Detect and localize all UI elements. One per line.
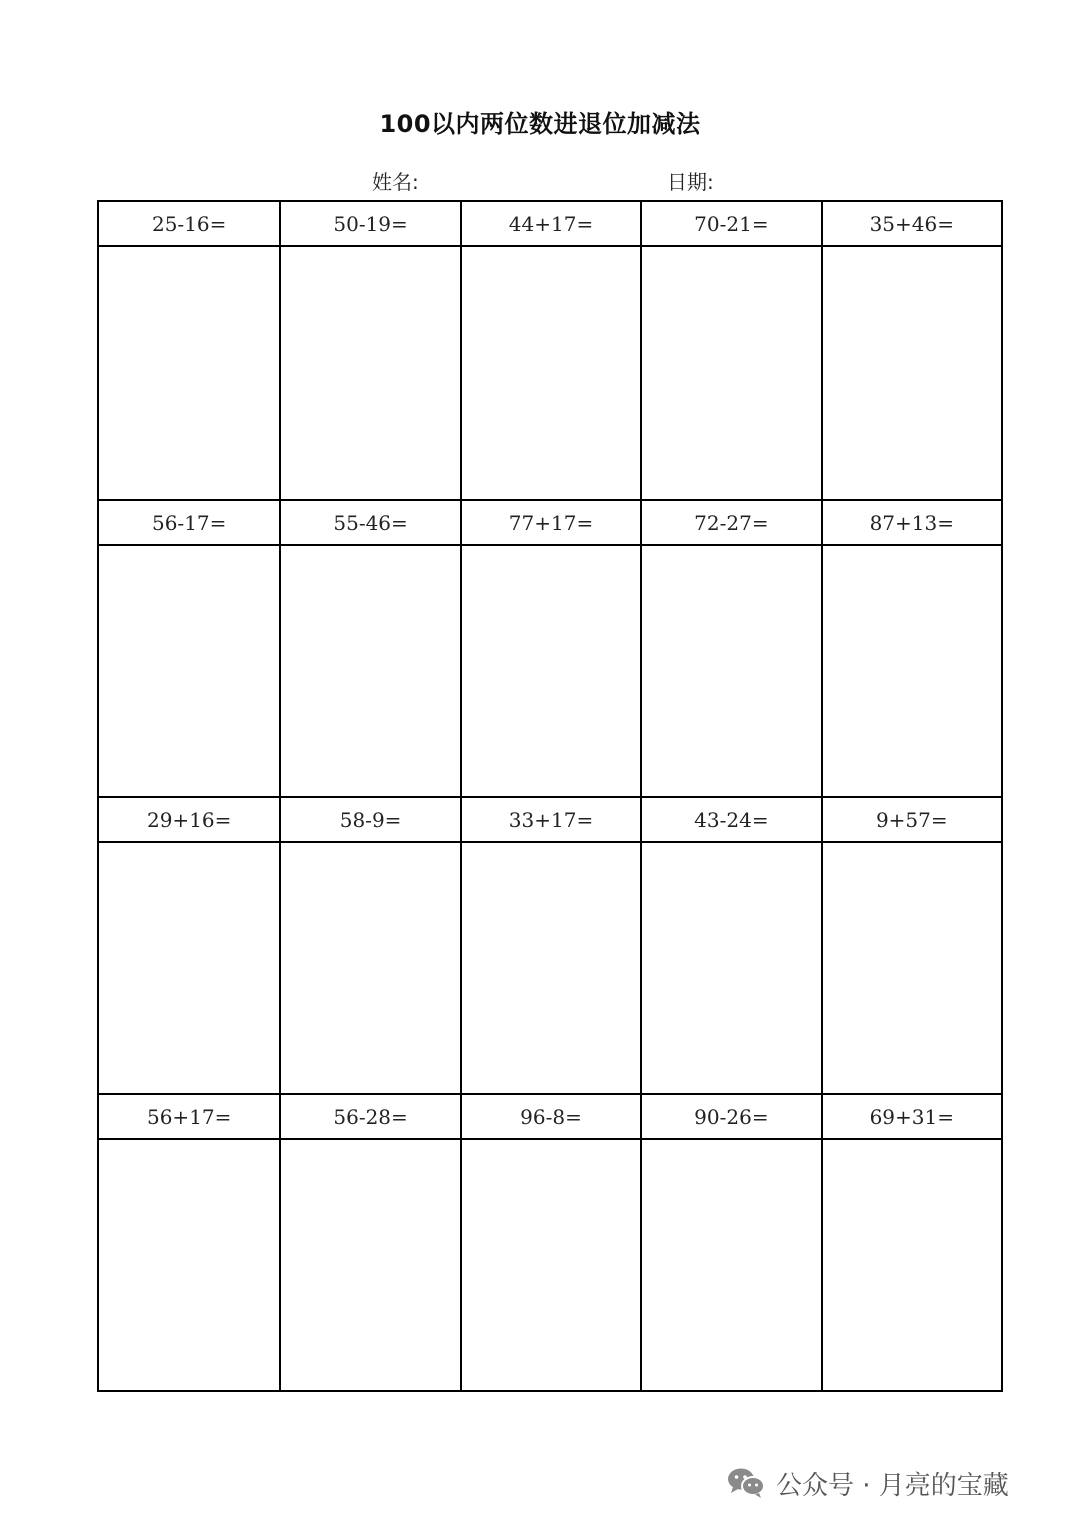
problem-cell (640, 796, 820, 1093)
watermark (726, 1463, 1009, 1503)
problem-text: 33+17= (462, 798, 640, 843)
problem-text: 43-24= (642, 798, 820, 843)
problem-cell (279, 1093, 459, 1390)
problem-text: 69+31= (823, 1095, 1001, 1140)
answer-space (462, 843, 640, 1093)
problem-cell (279, 202, 459, 499)
answer-space (823, 1140, 1001, 1390)
problem-cell (99, 1093, 279, 1390)
answer-space (642, 546, 820, 796)
date-label: 日期: (667, 170, 714, 194)
problem-cell (460, 202, 640, 499)
problem-cell (460, 1093, 640, 1390)
problem-text: 72-27= (642, 501, 820, 546)
answer-space (642, 247, 820, 499)
name-label: 姓名: (372, 170, 419, 194)
problem-text: 35+46= (823, 202, 1001, 247)
problem-cell (640, 1093, 820, 1390)
problem-text: 70-21= (642, 202, 820, 247)
problem-cell (821, 202, 1001, 499)
problem-grid (97, 200, 1003, 1392)
answer-space (281, 843, 459, 1093)
problem-text: 56-17= (99, 501, 279, 546)
problem-text: 25-16= (99, 202, 279, 247)
problem-text: 56-28= (281, 1095, 459, 1140)
problem-text: 77+17= (462, 501, 640, 546)
problem-cell (640, 202, 820, 499)
answer-space (281, 1140, 459, 1390)
answer-space (99, 1140, 279, 1390)
problem-cell (279, 796, 459, 1093)
problem-text: 96-8= (462, 1095, 640, 1140)
watermark-text: 公众号 · 月亮的宝藏 (776, 1470, 1009, 1501)
problem-text: 55-46= (281, 501, 459, 546)
problem-text: 9+57= (823, 798, 1001, 843)
answer-space (281, 546, 459, 796)
problem-cell (640, 499, 820, 796)
problem-text: 87+13= (823, 501, 1001, 546)
problem-text: 50-19= (281, 202, 459, 247)
problem-cell (99, 499, 279, 796)
answer-space (823, 247, 1001, 499)
problem-text: 44+17= (462, 202, 640, 247)
answer-space (99, 843, 279, 1093)
answer-space (462, 247, 640, 499)
problem-cell (460, 499, 640, 796)
problem-text: 29+16= (99, 798, 279, 843)
problem-cell (279, 499, 459, 796)
answer-space (823, 843, 1001, 1093)
problem-cell (821, 499, 1001, 796)
answer-space (462, 1140, 640, 1390)
answer-space (642, 843, 820, 1093)
problem-text: 90-26= (642, 1095, 820, 1140)
problem-text: 56+17= (99, 1095, 279, 1140)
answer-space (99, 546, 279, 796)
answer-space (642, 1140, 820, 1390)
problem-cell (99, 202, 279, 499)
answer-space (99, 247, 279, 499)
answer-space (823, 546, 1001, 796)
problem-cell (821, 1093, 1001, 1390)
answer-space (462, 546, 640, 796)
answer-space (281, 247, 459, 499)
problem-text: 58-9= (281, 798, 459, 843)
wechat-icon (726, 1466, 766, 1500)
problem-cell (821, 796, 1001, 1093)
problem-cell (460, 796, 640, 1093)
problem-cell (99, 796, 279, 1093)
worksheet-title: 100以内两位数进退位加减法 (379, 110, 701, 138)
